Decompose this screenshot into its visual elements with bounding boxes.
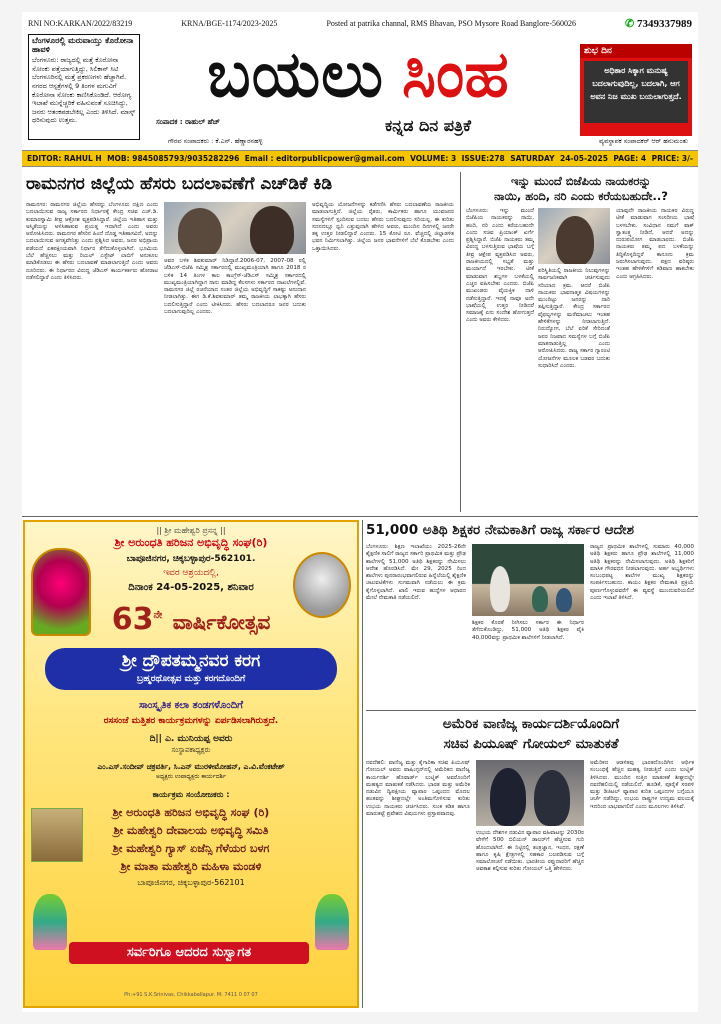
founder-name: ದಿ|| ಎ. ಮುನಿಯಪ್ಪ ಅವರು <box>149 734 233 744</box>
event-banner <box>45 648 337 690</box>
volume: VOLUME: 3 <box>410 154 457 163</box>
info-bar <box>22 150 698 167</box>
section-divider <box>366 710 696 711</box>
event-title: ಶ್ರೀ ದ್ರೌಪತಮ್ಮನವರ ಕರಗ <box>121 651 261 671</box>
founder-title: ಸಂಸ್ಥಾಪಕಾಧ್ಯಕ್ಷರು <box>171 746 211 754</box>
story3-column-3: ರಾಜ್ಯದ ಪ್ರಾಥಮಿಕ ಶಾಲೆಗಳಲ್ಲಿ ಸುಮಾರು 40,000 ಅತಿಥಿ ಶಿಕ್ಷಕರು ಹಾಗೂ ಪ್ರೌಢ ಶಾಲೆಗಳಲ್ಲಿ 11,000 ಅತಿಥಿ ಶಿಕ್ಷಕರನ್ನು ನೇಮಿಸಲಾಗುವುದು. ಅತಿಥಿ ಶಿಕ್ಷಕರಿಗೆ ಮಾಸಿಕ ಗೌರವಧನ ನೀಡಲಾಗುವುದು. ಅರ್ಹ ಅಭ್ಯರ್ಥಿಗಳು ಸಂಬಂಧಪಟ್ಟ ಶಾಲೆಗಳ ಮುಖ್ಯ ಶಿಕ್ಷಕರನ್ನು ಸಂಪರ್ಕಿಸಬಹುದು. ಕಾಯಂ ಶಿಕ್ಷಕರ ನೇಮಕಾತಿ ಪ್ರಕ್ರಿಯೆ ಪೂರ್ಣಗೊಳ್ಳುವವರೆಗೆ ಈ ವ್ಯವಸ್ಥೆ ಮುಂದುವರಿಯಲಿದೆ ಎಂದು ಇಲಾಖೆ ತಿಳಿಸಿದೆ. <box>590 544 694 602</box>
story2-headline-line1: ಇನ್ನು ಮುಂದೆ ಬಿಜೆಪಿಯ ನಾಯಕರನ್ನು <box>511 174 651 188</box>
editor-name: ಸಂಪಾದಕ : ರಾಹುಲ್ ಹೆಚ್ <box>156 118 220 126</box>
dancer-figure-right <box>315 894 349 950</box>
story4-photo <box>476 760 584 826</box>
story1-column-3: ಅಭಿವೃದ್ಧಿಯ ಯೋಜನೆಗಳನ್ನು ಕಡೆಗಣಿಸಿ ಹೆಸರು ಬದಲಾವಣೆಯ ರಾಜಕೀಯ ಮಾಡಲಾಗುತ್ತಿದೆ. ಜಿಲ್ಲೆಯ ರೈತರು, ಕಾರ್ಮಿಕರು ಹಾಗೂ ಯುವಜನರ ಸಮಸ್ಯೆಗಳಿಗೆ ಸ್ಪಂದಿಸುವ ಬದಲು ಹೆಸರು ಬದಲಿಸುವುದು ಸರಿಯಲ್ಲ. ಈ ಕುರಿತು ಸದನದಲ್ಲೂ ಧ್ವನಿ ಎತ್ತುವುದಾಗಿ ಹೇಳಿದ ಅವರು, ಮುಂದಿನ ದಿನಗಳಲ್ಲಿ ಜನರೇ ತಕ್ಕ ಉತ್ತರ ನೀಡಲಿದ್ದಾರೆ ಎಂದರು. 15 ಕೋಟಿ ರೂ. ವೆಚ್ಚದಲ್ಲಿ ಜಿಲ್ಲಾಡಳಿತ ಭವನ ನಿರ್ಮಿಸಲಾಗಿತ್ತು. ಜಿಲ್ಲೆಯ ಜನರ ಭಾವನೆಗಳಿಗೆ ಬೆಲೆ ಕೊಡಬೇಕು ಎಂದು ಒತ್ತಾಯಿಸಿದರು. <box>312 202 454 252</box>
story2-headline-line2: ನಾಯಿ, ಹಂದಿ, ನರಿ ಎಂದು ಕರೆಯಬಹುದೇ..? <box>494 189 668 203</box>
story4-column-3: ಅಮೆರಿಕದ ಆಡಳಿತವು ಭಾರತದೊಂದಿಗಿನ ಆರ್ಥಿಕ ಸಂಬಂಧಕ್ಕೆ ಹೆಚ್ಚಿನ ಮಹತ್ವ ನೀಡುತ್ತಿದೆ ಎಂದು ಲುಟ್ನಿಕ್ ತಿಳಿಸಿದರು. ಮುಂದಿನ ಸುತ್ತಿನ ಮಾತುಕತೆ ಶೀಘ್ರದಲ್ಲೇ ನವದೆಹಲಿಯಲ್ಲಿ ನಡೆಯಲಿದೆ. ಹೂಡಿಕೆ, ಪೂರೈಕೆ ಸರಪಳಿ ಮತ್ತು ಡಿಜಿಟಲ್ ವ್ಯಾಪಾರ ಕುರಿತ ಒಪ್ಪಂದಗಳ ಬಗ್ಗೆಯೂ ಚರ್ಚೆ ನಡೆದಿದ್ದು, ಉಭಯ ರಾಷ್ಟ್ರಗಳ ಉದ್ಯಮ ವಲಯಕ್ಕೆ ಇದರಿಂದ ಲಾಭವಾಗಲಿದೆ ಎಂದು ಮೂಲಗಳು ತಿಳಿಸಿವೆ. <box>590 760 694 810</box>
page-number: PAGE: 4 <box>613 154 647 163</box>
anniversary-number: $63^{ನೇ}$ ವಾರ್ಷಿಕೋತ್ಸವ <box>111 602 271 637</box>
organizer-4: ಶ್ರೀ ಮಾತಾ ಮಹೇಶ್ವರಿ ಮಹಿಳಾ ಮಂಡಳಿ <box>120 860 262 873</box>
story1-photo <box>164 202 306 254</box>
story4-column-1: ನವದೆಹಲಿ: ವಾಣಿಜ್ಯ ಮತ್ತು ಕೈಗಾರಿಕಾ ಸಚಿವ ಪಿಯೂಷ್ ಗೋಯಲ್ ಅವರು ವಾಷಿಂಗ್ಟನ್‌ನಲ್ಲಿ ಅಮೆರಿಕದ ವಾಣಿಜ್ಯ ಕಾರ್ಯದರ್ಶಿ ಹೊವಾರ್ಡ್ ಲುಟ್ನಿಕ್ ಅವರೊಂದಿಗೆ ಮಹತ್ವದ ಮಾತುಕತೆ ನಡೆಸಿದರು. ಭಾರತ ಮತ್ತು ಅಮೆರಿಕ ನಡುವಿನ ದ್ವಿಪಕ್ಷೀಯ ವ್ಯಾಪಾರ ಒಪ್ಪಂದದ ಮೊದಲ ಹಂತವನ್ನು ಶೀಘ್ರದಲ್ಲೇ ಅಂತಿಮಗೊಳಿಸುವ ಕುರಿತು ಉಭಯ ನಾಯಕರು ಚರ್ಚಿಸಿದರು. ಸುಂಕ ಕಡಿತ ಹಾಗೂ ಮಾರುಕಟ್ಟೆ ಪ್ರವೇಶದ ವಿಷಯಗಳು ಪ್ರಸ್ತಾಪವಾದವು. <box>366 760 470 818</box>
story4-headline-line1: ಅಮೆರಿಕ ವಾಣಿಜ್ಯ ಕಾರ್ಯದರ್ಶಿಯೊಂದಿಗೆ <box>442 716 620 732</box>
thought-of-day-box <box>580 44 692 136</box>
welcome-banner: ಸರ್ವರಿಗೂ ಆದರದ ಸುಸ್ವಾಗತ <box>69 942 309 964</box>
office-bearers-roles: ಅಧ್ಯಕ್ಷರು ಉಪಾಧ್ಯಕ್ಷರು ಕಾರ್ಯದರ್ಶಿ <box>156 773 226 780</box>
story3-bottom-text: ಶಿಕ್ಷಕರ ಕೊರತೆ ನೀಗಿಸಲು ಸರ್ಕಾರ ಈ ನಿರ್ಧಾರ ತೆಗೆದುಕೊಂಡಿದ್ದು, 51,000 ಅತಿಥಿ ಶಿಕ್ಷಕರ ಪೈಕಿ 40,000ವನ್ನು ಪ್ರಾಥಮಿಕ ಶಾಲೆಗಳಿಗೆ ನೀಡಲಾಗಿದೆ. <box>472 620 584 641</box>
story4-headline-line2: ಸಚಿವ ಪಿಯೂಷ್ ಗೋಯಲ್ ಮಾತುಕತೆ <box>443 736 619 752</box>
organizers-place: ಬಾಪೂಜಿನಗರ, ಚಿಕ್ಕಬಳ್ಳಾಪುರ-562101 <box>137 878 245 887</box>
phone-icon: ✆ <box>625 17 635 30</box>
editor-credits <box>168 137 688 146</box>
organizer-1: ಶ್ರೀ ಅರುಂಧತಿ ಹರಿಜನ ಅಭಿವೃದ್ಧಿ ಸಂಘ (ರಿ) <box>112 806 270 819</box>
weekday: SATURDAY <box>510 154 555 163</box>
editor-label: EDITOR: RAHUL H <box>27 154 102 163</box>
story2-column-1: ಬೆಂಗಳೂರು: ಇನ್ನು ಮುಂದೆ ಬಿಜೆಪಿಯ ನಾಯಕರನ್ನು ನಾಯಿ, ಹಂದಿ, ನರಿ ಎಂದು ಕರೆಯಬಹುದೇ ಎಂದು ಸಚಿವ ಪ್ರಿಯಾಂಕ್ ಖರ್ಗೆ ಪ್ರಶ್ನಿಸಿದ್ದಾರೆ. ಬಿಜೆಪಿ ನಾಯಕರು ತಮ್ಮ ವಿರುದ್ಧ ಬಳಸುತ್ತಿರುವ ಭಾಷೆಯ ಬಗ್ಗೆ ತೀವ್ರ ಆಕ್ಷೇಪ ವ್ಯಕ್ತಪಡಿಸಿದ ಅವರು, ರಾಜಕೀಯದಲ್ಲಿ ಸಭ್ಯತೆ ಮತ್ತು ಮರ್ಯಾದೆ ಇರಬೇಕು. ಟೀಕೆ ಮಾಡುವಾಗ ಶಬ್ದಗಳ ಬಳಕೆಯಲ್ಲಿ ಎಚ್ಚರ ವಹಿಸಬೇಕು ಎಂದರು. ಬಿಜೆಪಿ ಮುಖಂಡರು ವೈಯಕ್ತಿಕ ದಾಳಿ ನಡೆಸುತ್ತಿದ್ದಾರೆ. ಇದಕ್ಕೆ ನಾವೂ ಅದೇ ಭಾಷೆಯಲ್ಲಿ ಉತ್ತರ ನೀಡಿದರೆ ಸಮಾಜಕ್ಕೆ ಏನು ಸಂದೇಶ ಹೋಗುತ್ತದೆ ಎಂದು ಅವರು ಕೇಳಿದರು. <box>466 208 534 324</box>
price: PRICE: 3/- <box>651 154 693 163</box>
phone-number: ✆ 7349337989 <box>625 17 692 30</box>
corona-news-box <box>28 34 140 140</box>
issue-date: 24-05-2025 <box>559 154 608 163</box>
organizer-3: ಶ್ರೀ ಮಹೇಶ್ವರಿ ಗ್ಯಾಸ್ ಏಜೆನ್ಸಿ ಗೆಳೆಯರ ಬಳಗ <box>112 842 270 855</box>
managing-editor: ವ್ಯವಸ್ಥಾಪಕ ಸಂಪಾದಕರ್ ಆರ್ ಹನುಮಂತು <box>599 137 688 145</box>
email-address: Email : editorpublicpower@gmail.com <box>244 154 405 163</box>
event-subtitle: ಬ್ರಹ್ಮರಥೋತ್ಸವ ಮತ್ತು ಕರಗದೊಂದಿಗೆ <box>136 674 246 684</box>
newspaper-tagline: ಕನ್ನಡ ದಿನ ಪತ್ರಿಕೆ <box>384 116 472 135</box>
thought-heading: ಶುಭ ದಿನ <box>580 44 692 58</box>
organizer-2: ಶ್ರೀ ಮಹೇಶ್ವರಿ ದೇವಾಲಯ ಅಭಿವೃದ್ಧಿ ಸಮಿತಿ <box>113 824 269 837</box>
thought-text: ಅಧಿಕಾರ ಸಿಕ್ಕಾಗ ಮನುಷ್ಯ ಬದಲಾಗುವುದಿಲ್ಲ, ಬದಲಾಗಿ, ಆಗ ಅವನ ನಿಜ ಮುಖ ಬಯಲಾಗುತ್ತದೆ. <box>584 61 688 123</box>
corona-news-text: ಬೆಂಗಳೂರು: ರಾಜ್ಯದಲ್ಲಿ ಮತ್ತೆ ಕೊರೋನಾ ಸೋಂಕು ಪತ್ತೆಯಾಗುತ್ತಿದ್ದು, ಸಿಲಿಕಾನ್ ಸಿಟಿ ಬೆಂಗಳೂರಿನಲ್ಲಿ ಮತ್ತೆ ಪ್ರಕರಣಗಳು ಹೆಚ್ಚಾಗಿವೆ. ನಗರದ ಆಸ್ಪತ್ರೆಗಳಲ್ಲಿ 9 ತಿಂಗಳ ಮಗುವಿಗೆ ಕೊರೋನಾ ಸೋಂಕು ಕಾಣಿಸಿಕೊಂಡಿದೆ. ಆರೋಗ್ಯ ಇಲಾಖೆ ಮುನ್ನೆಚ್ಚರಿಕೆ ವಹಿಸುವಂತೆ ಸೂಚಿಸಿದ್ದು, ಜನರು ಆತಂಕಪಡಬೇಕಿಲ್ಲ ಎಂದು ತಿಳಿಸಿದೆ. ಮಾಸ್ಕ್ ಧರಿಸುವುದು ಉತ್ತಮ. <box>32 56 136 125</box>
dancer-figure-left <box>33 894 67 950</box>
column-divider <box>460 172 461 512</box>
registration-line <box>28 16 692 30</box>
column-divider <box>362 520 363 1008</box>
honorary-editor: ಗೌರವ ಸಂಪಾದಕರು : ಕೆ.ಎನ್. ಹೆಣ್ಣಾರನಹಳ್ಳಿ <box>168 137 263 145</box>
programs-line: ರಸಸಂಜೆ ಮತ್ತಿತರ ಕಾರ್ಯಕ್ರಮಗಳನ್ನು ಏರ್ಪಡಿಸಲಾಗಿರುತ್ತದೆ. <box>103 716 279 726</box>
ad-place: ಬಾಪೂಜಿನಗರ, ಚಿಕ್ಕಬಳ್ಳಾಪುರ-562101. <box>126 554 256 564</box>
story2-photo <box>538 208 610 264</box>
story2-column-2: ಪರಿಸ್ಥಿತಿಯಲ್ಲಿ ರಾಜಕೀಯ ನಿಲುವುಗಳನ್ನು ಸಾರ್ವಜನಿಕವಾಗಿ ಚರ್ಚಿಸುವುದು ಸರಿಯಾದ ಕ್ರಮ. ಆದರೆ ಬಿಜೆಪಿ ನಾಯಕರು ಭಾವನಾತ್ಮಕ ವಿಷಯಗಳನ್ನು ಮುಂದಿಟ್ಟು ಜನರನ್ನು ದಾರಿ ತಪ್ಪಿಸುತ್ತಿದ್ದಾರೆ. ಕೇಂದ್ರ ಸರ್ಕಾರದ ವೈಫಲ್ಯಗಳನ್ನು ಮರೆಮಾಚಲು ಇಂತಹ ಹೇಳಿಕೆಗಳನ್ನು ನೀಡಲಾಗುತ್ತಿದೆ. ನಿರುದ್ಯೋಗ, ಬೆಲೆ ಏರಿಕೆ ಸೇರಿದಂತೆ ಜನರ ನಿಜವಾದ ಸಮಸ್ಯೆಗಳ ಬಗ್ಗೆ ಬಿಜೆಪಿ ಮಾತನಾಡುತ್ತಿಲ್ಲ ಎಂದು ಆರೋಪಿಸಿದರು. ರಾಜ್ಯ ಸರ್ಕಾರ ಗ್ಯಾರಂಟಿ ಯೋಜನೆಗಳ ಮೂಲಕ ಬಡವರ ಬದುಕು ಸುಧಾರಿಸಿದೆ ಎಂದರು. <box>538 268 610 369</box>
ad-date: ದಿನಾಂಕ 24-05-2025, ಶನಿವಾರ <box>128 582 254 593</box>
posting-info: Posted at patrika channal, RMS Bhavan, PSO Mysore Road Banglore-560026 <box>326 18 576 28</box>
mobile-numbers: MOB: 9845085793/9035282296 <box>107 154 240 163</box>
logo-word-red: ಸಿಂಹ <box>402 38 509 112</box>
ad-invite: ಇವರ ಆಶ್ರಯದಲ್ಲಿ, <box>163 568 219 578</box>
organizers-heading: ಕಾರ್ಯಕ್ರಮ ಸಂಯೋಜಕರು : <box>152 790 230 799</box>
issue-number: ISSUE:278 <box>461 154 505 163</box>
culture-line: ಸಾಂಸ್ಕೃತಿಕ ಕಲಾ ತಂಡಗಳೊಂದಿಗೆ <box>139 700 243 711</box>
story1-headline: ರಾಮನಗರ ಜಿಲ್ಲೆಯ ಹೆಸರು ಬದಲಾವಣೆಗೆ ಎಚ್‌ಡಿಕೆ ಕಿಡಿ <box>26 174 333 194</box>
masthead <box>28 34 692 146</box>
ad-credit: Ph:+91 S.K.Srinivas, Chikkaballapur. M: 7411 0 07 07 <box>124 992 258 998</box>
newspaper-logo <box>148 34 568 116</box>
logo-word-black: ಬಯಲು <box>207 38 384 112</box>
story1-column-1: ರಾಮನಗರ: ರಾಮನಗರ ಜಿಲ್ಲೆಯ ಹೆಸರನ್ನು ಬೆಂಗಳೂರು ದಕ್ಷಿಣ ಎಂದು ಬದಲಾಯಿಸುವ ರಾಜ್ಯ ಸರ್ಕಾರದ ನಿರ್ಧಾರಕ್ಕೆ ಕೇಂದ್ರ ಸಚಿವ ಎಚ್.ಡಿ. ಕುಮಾರಸ್ವಾಮಿ ತೀವ್ರ ಆಕ್ರೋಶ ವ್ಯಕ್ತಪಡಿಸಿದ್ದಾರೆ. ಜಿಲ್ಲೆಯ ಇತಿಹಾಸ ಮತ್ತು ಅಸ್ಮಿತೆಯನ್ನು ಅಳಿಸಿಹಾಕುವ ಪ್ರಯತ್ನ ಇದಾಗಿದೆ ಎಂದು ಅವರು ಆರೋಪಿಸಿದರು. ರಾಮನಗರ ಹೆಸರಿನ ಹಿಂದೆ ದೊಡ್ಡ ಇತಿಹಾಸವಿದೆ, ಅದನ್ನು ಬದಲಾಯಿಸುವ ಅಗತ್ಯವೇನಿತ್ತು ಎಂದು ಪ್ರಶ್ನಿಸಿದ ಅವರು, ಜನರ ಅಭಿಪ್ರಾಯ ಪಡೆಯದೆ ಏಕಪಕ್ಷೀಯವಾಗಿ ನಿರ್ಧಾರ ತೆಗೆದುಕೊಳ್ಳಲಾಗಿದೆ. ಭೂಮಿಯ ಬೆಲೆ ಹೆಚ್ಚಿಸಲು ಮತ್ತು ರಿಯಲ್ ಎಸ್ಟೇಟ್ ಲಾಬಿಗೆ ಅನುಕೂಲ ಮಾಡಿಕೊಡಲು ಈ ಹೆಸರು ಬದಲಾವಣೆ ಮಾಡಲಾಗುತ್ತಿದೆ ಎಂದು ಅವರು ದೂರಿದರು. ಈ ನಿರ್ಧಾರದ ವಿರುದ್ಧ ಜೆಡಿಎಸ್ ಕಾರ್ಯಕರ್ತರು ಹೋರಾಟ ನಡೆಸಲಿದ್ದಾರೆ ಎಂದು ತಿಳಿಸಿದರು. <box>26 202 158 281</box>
ad-top-line: || ಶ್ರೀ ಮಹೇಶ್ವರಿ ಪ್ರಸನ್ನ || <box>156 526 226 535</box>
office-bearers: ಎಂ.ಎಸ್.ಸಂದೀಪ್ ಚಕ್ರವರ್ತಿ, ಸಿ.ಎನ್ ಮುರಳೀಮೋಹನ್, ಎ.ವಿ.ವೆಂಕಟೇಶ್ <box>97 762 285 771</box>
newspaper-page <box>22 12 698 1012</box>
section-divider <box>22 516 698 517</box>
krna-number: KRNA/BGE-1174/2023-2025 <box>181 18 278 28</box>
classroom-photo <box>472 544 584 616</box>
story1-column-2: ಅವರ ಬಳಿಕ ಶಿವಕುಮಾರ್ ನಿಡಿದ್ದಾರೆ.2006-07, 2007-08 ರಲ್ಲಿ ಜೆಡಿಎಸ್-ಬಿಜೆಪಿ ಸಮ್ಮಿಶ್ರ ಸರ್ಕಾರದಲ್ಲಿ ಮುಖ್ಯಮಂತ್ರಿಯಾಗಿ ಹಾಗೂ 2018 ರ ಬಳಿಕ 14 ತಿಂಗಳ ಕಾಲ ಕಾಂಗ್ರೆಸ್-ಜೆಡಿಎಸ್ ಸಮ್ಮಿಶ್ರ ಸರ್ಕಾರದಲ್ಲಿ ಮುಖ್ಯಮಂತ್ರಿಯಾಗಿದ್ದಾಗ ನಾನು ಮಾಡಿದ್ದ ಕೆಲಸಗಳು ಸರ್ಕಾರದ ದಾಖಲೆಗಳಲ್ಲಿವೆ. ರಾಮನಗರ ಜಿಲ್ಲೆ ರಚನೆಯಾದ ನಂತರ ಜಿಲ್ಲೆಯ ಅಭಿವೃದ್ಧಿಗೆ ಸಾಕಷ್ಟು ಅನುದಾನ ನೀಡಲಾಗಿತ್ತು. ಈಗ ಡಿ.ಕೆ.ಶಿವಕುಮಾರ್ ತಮ್ಮ ರಾಜಕೀಯ ಲಾಭಕ್ಕಾಗಿ ಹೆಸರು ಬದಲಿಸುತ್ತಿದ್ದಾರೆ ಎಂದು ಟೀಕಿಸಿದರು. ಹೆಸರು ಬದಲಾದರೂ ಜನರ ಬದುಕು ಬದಲಾಗುವುದಿಲ್ಲ ಎಂದರು. <box>164 258 306 316</box>
corona-news-headline: ಬೆಂಗಳೂರಲ್ಲಿ ಮರುವಾಯ್ತು ಕೊರೋನಾ ಹಾವಳಿ <box>32 36 134 54</box>
karaga-festival-ad <box>23 520 359 1008</box>
story3-headline: 51,000 ಅತಿಥಿ ಶಿಕ್ಷಕರ ನೇಮಕಾತಿಗೆ ರಾಜ್ಯ ಸರ್ಕಾರ ಆದೇಶ <box>366 522 635 538</box>
story2-column-3: ಯಾವುದೇ ರಾಜಕೀಯ ನಾಯಕರ ವಿರುದ್ಧ ಟೀಕೆ ಮಾಡುವಾಗ ಸಂಸದೀಯ ಭಾಷೆ ಬಳಸಬೇಕು. ಸಂವಿಧಾನ ನಮಗೆ ವಾಕ್ ಸ್ವಾತಂತ್ರ್ಯ ನೀಡಿದೆ, ಆದರೆ ಅದನ್ನು ದುರುಪಯೋಗ ಮಾಡಬಾರದು. ಬಿಜೆಪಿ ನಾಯಕರು ತಮ್ಮ ಪದ ಬಳಕೆಯನ್ನು ತಿದ್ದಿಕೊಳ್ಳದಿದ್ದರೆ ಕಾನೂನು ಕ್ರಮ ಜರುಗಿಸಲಾಗುವುದು. ಪಕ್ಷದ ವರಿಷ್ಠರು ಇಂತಹ ಹೇಳಿಕೆಗಳಿಗೆ ಕಡಿವಾಣ ಹಾಕಬೇಕು ಎಂದು ಆಗ್ರಹಿಸಿದರು. <box>616 208 694 280</box>
story3-column-1: ಬೆಂಗಳೂರು: ಶಿಕ್ಷಣ ಇಲಾಖೆಯು 2025-26ನೇ ಶೈಕ್ಷಣಿಕ ಸಾಲಿಗೆ ರಾಜ್ಯದ ಸರ್ಕಾರಿ ಪ್ರಾಥಮಿಕ ಮತ್ತು ಪ್ರೌಢ ಶಾಲೆಗಳಲ್ಲಿ 51,000 ಅತಿಥಿ ಶಿಕ್ಷಕರನ್ನು ನೇಮಿಸಲು ಆದೇಶ ಹೊರಡಿಸಿದೆ. ಮೇ 29, 2025 ರಿಂದ ಶಾಲೆಗಳು ಪುನರಾರಂಭವಾಗಲಿರುವ ಹಿನ್ನೆಲೆಯಲ್ಲಿ ಶೈಕ್ಷಣಿಕ ಚಟುವಟಿಕೆಗಳು ಸುಗಮವಾಗಿ ನಡೆಯಲು ಈ ಕ್ರಮ ಕೈಗೊಳ್ಳಲಾಗಿದೆ. ಖಾಲಿ ಇರುವ ಹುದ್ದೆಗಳ ಆಧಾರದ ಮೇಲೆ ನೇಮಕಾತಿ ನಡೆಯಲಿದೆ. <box>366 544 466 602</box>
story4-column-2: ಉಭಯ ದೇಶಗಳ ನಡುವಿನ ವ್ಯಾಪಾರ ವಹಿವಾಟನ್ನು 2030ರ ವೇಳೆಗೆ 500 ಬಿಲಿಯನ್ ಡಾಲರ್‌ಗೆ ಹೆಚ್ಚಿಸುವ ಗುರಿ ಹೊಂದಲಾಗಿದೆ. ಈ ನಿಟ್ಟಿನಲ್ಲಿ ತಂತ್ರಜ್ಞಾನ, ಇಂಧನ, ರಕ್ಷಣೆ ಹಾಗೂ ಕೃಷಿ ಕ್ಷೇತ್ರಗಳಲ್ಲಿ ಸಹಕಾರ ಬಲಪಡಿಸುವ ಬಗ್ಗೆ ಸಮಾಲೋಚನೆ ನಡೆಯಿತು. ಭಾರತೀಯ ರಫ್ತುದಾರರಿಗೆ ಹೆಚ್ಚಿನ ಅವಕಾಶ ಕಲ್ಪಿಸುವ ಕುರಿತು ಗೋಯಲ್ ಒತ್ತಿ ಹೇಳಿದರು. <box>476 830 584 873</box>
anniversary-label: ವಾರ್ಷಿಕೋತ್ಸವ <box>172 610 271 634</box>
ad-organisation: ಶ್ರೀ ಅರುಂಧತಿ ಹರಿಜನ ಅಭಿವೃದ್ಧಿ ಸಂಘ(ರಿ) <box>114 536 268 549</box>
rni-number: RNI NO:KARKAN/2022/83219 <box>28 18 133 28</box>
